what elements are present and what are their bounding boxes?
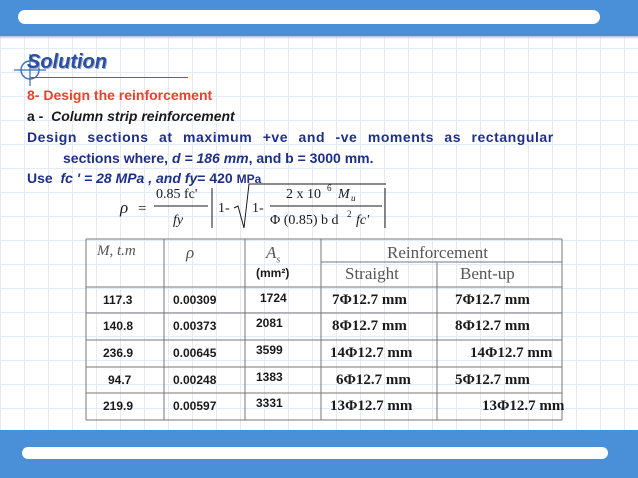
title-underline: [30, 77, 188, 78]
row5-moment: 219.9: [103, 399, 134, 413]
row5-as: 3331: [256, 396, 283, 410]
header-bent-up: Bent-up: [460, 264, 515, 283]
formula-den2-a: Φ (0.85) b d: [270, 213, 339, 228]
header-straight: Straight: [345, 264, 399, 283]
row2-straight: 8Φ12.7 mm: [332, 318, 407, 334]
subsection-heading: [27, 108, 235, 124]
formula-den1: fy: [173, 213, 184, 228]
design-line2-b: , and: [248, 150, 282, 166]
header-reinforcement: Reinforcement: [387, 243, 489, 262]
design-line2-c: b = 3000 mm.: [285, 150, 374, 166]
header-as: [266, 243, 280, 265]
design-statement-line1: [27, 129, 554, 145]
fy-label: fy: [184, 170, 198, 186]
fc-value: fc ' = 28 MPa , and: [60, 170, 181, 186]
fy-value: = 420: [197, 170, 233, 186]
bottom-banner-pill: [22, 447, 608, 459]
header-rho: ρ: [186, 243, 195, 262]
row3-straight: 14Φ12.7 mm: [330, 345, 413, 361]
formula-rho: ρ: [120, 198, 129, 217]
row4-rho: 0.00248: [173, 373, 217, 387]
header-as-unit: (mm²): [256, 266, 290, 280]
row4-as: 1383: [256, 370, 283, 384]
row4-straight: 6Φ12.7 mm: [336, 372, 411, 388]
row5-straight: 13Φ12.7 mm: [330, 398, 413, 414]
row3-moment: 236.9: [103, 346, 134, 360]
row1-bent: 7Φ12.7 mm: [455, 292, 530, 308]
step-heading: 8- Design the reinforcement: [27, 87, 213, 103]
stress-unit: MPa: [236, 172, 262, 186]
design-statement-line2: [63, 150, 373, 166]
formula-num2-b: M: [338, 187, 350, 202]
row2-as: 2081: [256, 316, 283, 330]
formula-equals: =: [138, 201, 147, 217]
header-as-symbol: A: [266, 243, 277, 262]
row3-bent: 14Φ12.7 mm: [470, 345, 553, 361]
header-as-subscript: s: [276, 254, 281, 266]
row2-rho: 0.00373: [173, 319, 217, 333]
formula-num2-a: 2 x 10: [286, 187, 321, 202]
row2-bent: 8Φ12.7 mm: [455, 318, 530, 334]
design-line2-d: d = 186 mm: [171, 150, 249, 166]
header-moment: M, t.m: [97, 243, 136, 259]
formula-num2-exp: 6: [327, 183, 332, 193]
row4-moment: 94.7: [108, 373, 132, 387]
formula-den2-b: fc': [356, 213, 370, 228]
design-line1-text: Design sections at maximum +ve and -ve moments as rectangular: [27, 129, 554, 145]
formula-one-b: 1-: [252, 201, 264, 216]
page-title: Solution: [27, 51, 107, 73]
reinforcement-ratio-formula: [118, 180, 388, 235]
row4-bent: 5Φ12.7 mm: [455, 372, 530, 388]
row2-moment: 140.8: [103, 319, 134, 333]
row1-as: 1724: [260, 291, 287, 305]
row3-rho: 0.00645: [173, 346, 217, 360]
row1-rho: 0.00309: [173, 293, 217, 307]
formula-num1: 0.85 fc': [156, 187, 198, 202]
top-banner-shadow: [0, 36, 638, 39]
top-banner-pill: [18, 10, 600, 24]
row1-moment: 117.3: [103, 293, 133, 307]
design-line2-a: sections where,: [63, 150, 169, 166]
formula-one-a: 1-: [218, 201, 230, 216]
subsection-text: Column strip reinforcement: [51, 108, 235, 124]
row3-as: 3599: [256, 343, 283, 357]
formula-num2-sub: u: [351, 193, 356, 203]
subsection-prefix: a -: [27, 108, 44, 124]
use-prefix: Use: [27, 170, 53, 186]
row5-bent: 13Φ12.7 mm: [482, 398, 565, 414]
row1-straight: 7Φ12.7 mm: [332, 292, 407, 308]
row5-rho: 0.00597: [173, 399, 217, 413]
formula-den2-exp: 2: [347, 209, 352, 219]
